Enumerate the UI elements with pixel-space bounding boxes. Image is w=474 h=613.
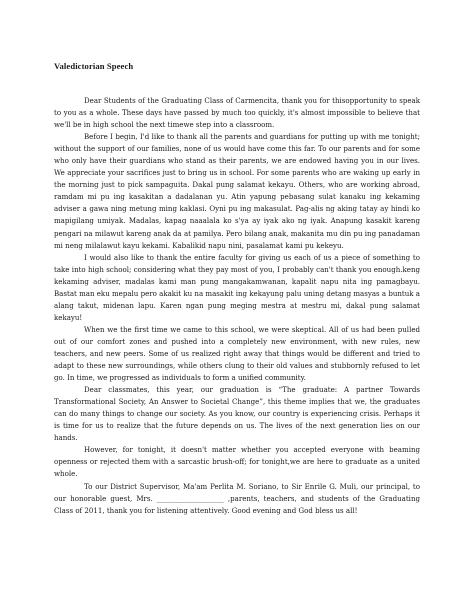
paragraph-closing: To our District Supervisor, Ma'am Perlita M. Soriano, to Sir Enrile G. Muli, our principal, to our honorable guest, Mrs. ___________________ ,parents, teachers, and students of the Graduating Class of 2011, thank you for listening attentively. Good evening and God bless us all! [54,481,420,515]
paragraph-thanks-faculty: I would also like to thank the entire faculty for giving us each of us a piece of something to take into high school; considering what they pay most of you, I probably can't thank you enough.keng kekaming adviser, madalas kami man pung mangakamwanan, kapalit napu nita ing pamagbayu. Bastat man eku mepalu pero akakit ku na masakit ing kekayung palu uning detang masyas a buntuk a alang takut, midenan lapu. Karen ngan pung meging mestra at mestru mi, dakal pung salamat kekayu! [54,252,420,322]
document-title: Valedictorian Speech [54,61,134,71]
paragraph-classmates-theme: Dear classmates, this year, our graduation is “The graduate: A partner Towards Transformational Society, An Answer to Societal Change”, this theme implies that we, the graduates can do many things to change our society. As you know, our country is experiencing crisis. Perhaps it is time for us to realize that the future depends on us. The lives of the next generation lies on our hands. [54,385,420,443]
paragraph-greeting: Dear Students of the Graduating Class of Carmencita, thank you for thisopportunity to speak to you as a whole. These days have passed by much too quickly, it's almost impossible to believe that we'll be in high school the next timewe step into a classroom. [54,96,420,130]
paragraph-thanks-parents: Before I begin, I'd like to thank all the parents and guardians for putting up with me tonight; without the support of our families, none of us would have come this far. To our parents and for some who only have their guardians who stand as their parents, we are endowed having you in our lives. We appreciate your sacrifices just to bring us in school. For some parents who are waking up early in the morning just to pick sampaguita. Dakal pung salamat kekayu. Others, who are working abroad, ramdam mi pu ing kasakitan a dadalanan yu. Atin yapung pebasang sulat kanaku ing kekaming adviser a gawa ning metung ming kaklasi. Oyni pu ing makasulat. Pag-alis ng aking tatay ay hindi ko mapigilang umiyak. Madalas, kapag naaalala ko s'ya ay iyak ako ng iyak. Anapung kasakit kareng pengari na milawut kareng anak da at pamilya. Pero bilang anak, makanita mu din pu ing panadaman mi neng milalawut kayu kekami. Kabalikid napu nini, pasalamat kami pu kekeyu. [54,132,420,250]
speech-body [54,95,420,517]
paragraph-tonight: However, for tonight, it doesn't matter whether you accepted everyone with beaming openness or rejected them with a sarcastic brush-off; for tonight,we are here to graduate as a united whole. [54,445,420,479]
paragraph-first-time: When we the first time we came to this school, we were skeptical. All of us had been pulled out of our comfort zones and pushed into a completely new environment, with new rules, new teachers, and new peers. Some of us realized right away that things would be different and tried to adapt to these new surroundings, while others clung to their old values and stubbornly refused to let go. In time, we progressed as individuals to form a unified community. [54,324,420,383]
